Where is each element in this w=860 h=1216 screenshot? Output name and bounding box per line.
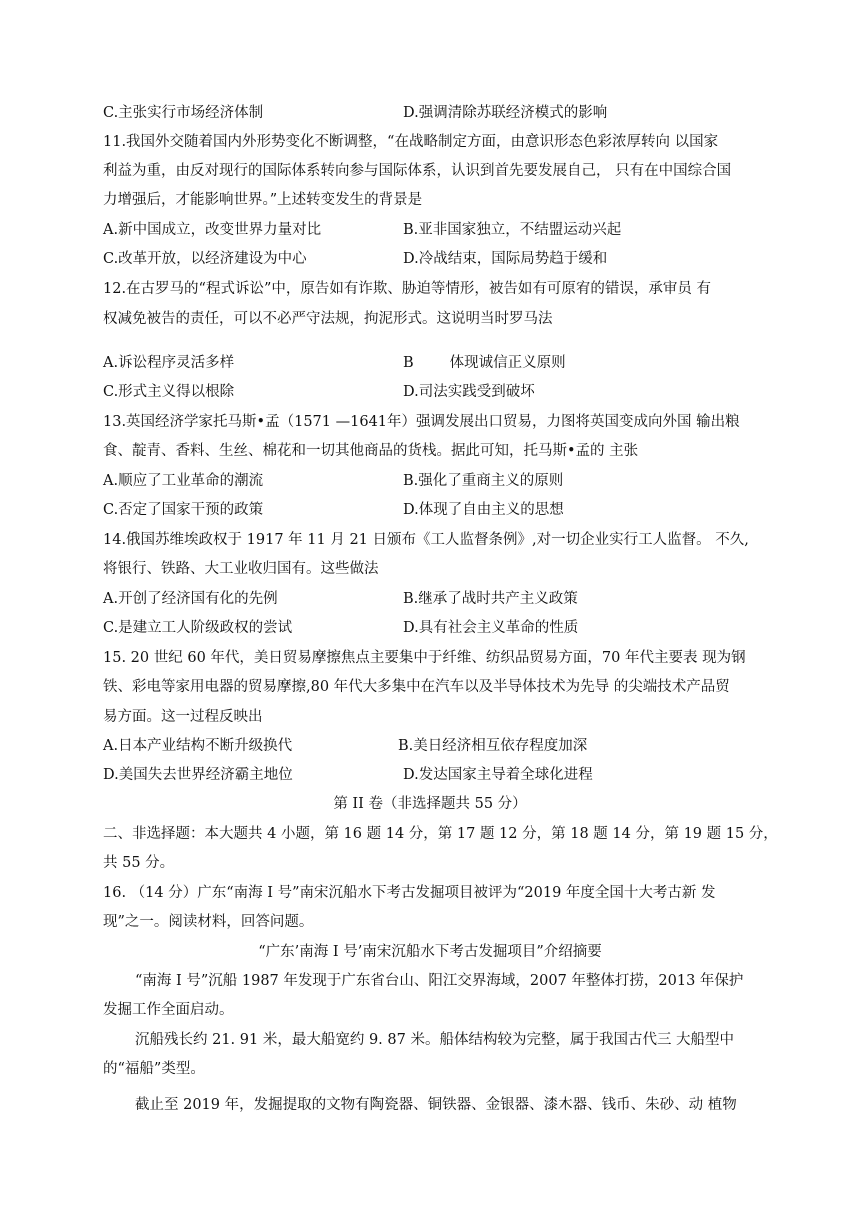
q14-option-b: B.继承了战时共产主义政策 — [403, 591, 578, 607]
q12-stem-line-2: 权减免被告的责任，可以不必严守法规，拘泥形式。这说明当时罗马法 — [103, 311, 553, 327]
q12-option-d: D.司法实践受到破坏 — [403, 384, 535, 400]
q13-stem-line-1: 13.英国经济学家托马斯•孟（1571 —1641年）强调发展出口贸易，力图将英国变成向外国 输出粮 — [103, 414, 740, 430]
q12-option-b-text: 体现诚信正义原则 — [449, 355, 566, 371]
q12-stem-line-1: 12.在古罗马的“程式诉讼”中，原告如有诈欺、胁迫等情形，被告如有可原宥的错误，承审员 有 — [103, 281, 711, 297]
q15-option-d-first: D.美国失去世界经济霸主地位 — [103, 767, 293, 783]
q15-stem-line-2: 铁、彩电等家用电器的贸易摩擦,80 年代大多集中在汽车以及半导体技术为先导 的尖端技术产品贸 — [103, 679, 730, 695]
q15-option-d-second: D.发达国家主导着全球化进程 — [403, 767, 593, 783]
q12-option-b — [403, 352, 566, 374]
q10-option-c: C.主张实行市场经济体制 — [103, 105, 264, 121]
q16-para2-line-2: 的“福船”类型。 — [103, 1061, 205, 1077]
q15-option-b: B.美日经济相互依存程度加深 — [398, 738, 588, 754]
q15-stem-line-1: 15. 20 世纪 60 年代，美日贸易摩擦焦点主要集中于纤维、纺织品贸易方面，70 年代主要表 现为钢 — [103, 650, 746, 666]
q11-stem-line-3: 力增强后，才能影响世界。”上述转变发生的背景是 — [103, 192, 423, 208]
section-2-intro-line-2: 共 55 分。 — [103, 855, 175, 871]
q16-stem-line-2: 现”之一。阅读材料，回答问题。 — [103, 914, 314, 930]
q11-stem-line-1: 11.我国外交随着国内外形势变化不断调整，“在战略制定方面，由意识形态色彩浓厚转向 以国家 — [103, 134, 719, 150]
q13-stem-line-2: 食、靛青、香料、生丝、棉花和一切其他商品的货栈。据此可知，托马斯•孟的 主张 — [103, 443, 639, 459]
q16-para3-line-1: 截止至 2019 年，发掘提取的文物有陶瓷器、铜铁器、金银器、漆木器、钱币、朱砂、动 植物 — [135, 1097, 737, 1113]
q10-option-d: D.强调清除苏联经济模式的影响 — [403, 105, 608, 121]
q14-option-a: A.开创了经济国有化的先例 — [103, 591, 278, 607]
q11-stem-line-2: 利益为重，由反对现行的国际体系转向参与国际体系，认识到首先要发展自己， 只有在中国综合国 — [103, 163, 732, 179]
q12-option-c: C.形式主义得以根除 — [103, 384, 235, 400]
q11-option-a: A.新中国成立，改变世界力量对比 — [103, 222, 322, 238]
q16-para1-line-1: “南海 I 号”沉船 1987 年发现于广东省台山、阳江交界海域，2007 年整体打捞，2013 年保护 — [135, 973, 744, 989]
q15-stem-line-3: 易方面。这一过程反映出 — [103, 709, 263, 725]
q14-stem-line-2: 将银行、铁路、大工业收归国有。这些做法 — [103, 561, 379, 577]
q16-material-title: “广东’南海 I 号’南宋沉船水下考古发掘项目”介绍摘要 — [258, 944, 602, 960]
q13-option-b: B.强化了重商主义的原则 — [403, 473, 564, 489]
q14-option-c: C.是建立工人阶级政权的尝试 — [103, 620, 293, 636]
q16-stem-line-1: 16. （14 分）广东“南海 I 号”南宋沉船水下考古发掘项目被评为“2019 年度全国十大考古新 发 — [103, 885, 716, 901]
q12-option-b-letter: B — [403, 355, 414, 371]
q14-option-d: D.具有社会主义革命的性质 — [403, 620, 579, 636]
section-2-intro-line-1: 二、非选择题：本大题共 4 小题，第 16 题 14 分，第 17 题 12 分，第 18 题 14 分，第 19 题 15 分， — [103, 826, 778, 842]
q14-stem-line-1: 14.俄国苏维埃政权于 1917 年 11 月 21 日颁布《工人监督条例》,对一切企业实行工人监督。 不久, — [103, 532, 749, 548]
q11-option-b: B.亚非国家独立，不结盟运动兴起 — [403, 222, 622, 238]
q15-option-a: A.日本产业结构不断升级换代 — [103, 738, 293, 754]
q12-option-a: A.诉讼程序灵活多样 — [103, 355, 235, 371]
q11-option-c: C.改革开放，以经济建设为中心 — [103, 251, 307, 267]
q13-option-c: C.否定了国家干预的政策 — [103, 502, 264, 518]
q16-para2-line-1: 沉船残长约 21. 91 米，最大船宽约 9. 87 米。船体结构较为完整，属于我国古代三 大船型中 — [135, 1032, 735, 1048]
q13-option-d: D.体现了自由主义的思想 — [403, 502, 564, 518]
q11-option-d: D.冷战结束，国际局势趋于缓和 — [403, 251, 608, 267]
q13-option-a: A.顺应了工业革命的潮流 — [103, 473, 264, 489]
section-2-title: 第 II 卷（非选择题共 55 分） — [333, 796, 527, 812]
q16-para1-line-2: 发掘工作全面启动。 — [103, 1002, 234, 1018]
